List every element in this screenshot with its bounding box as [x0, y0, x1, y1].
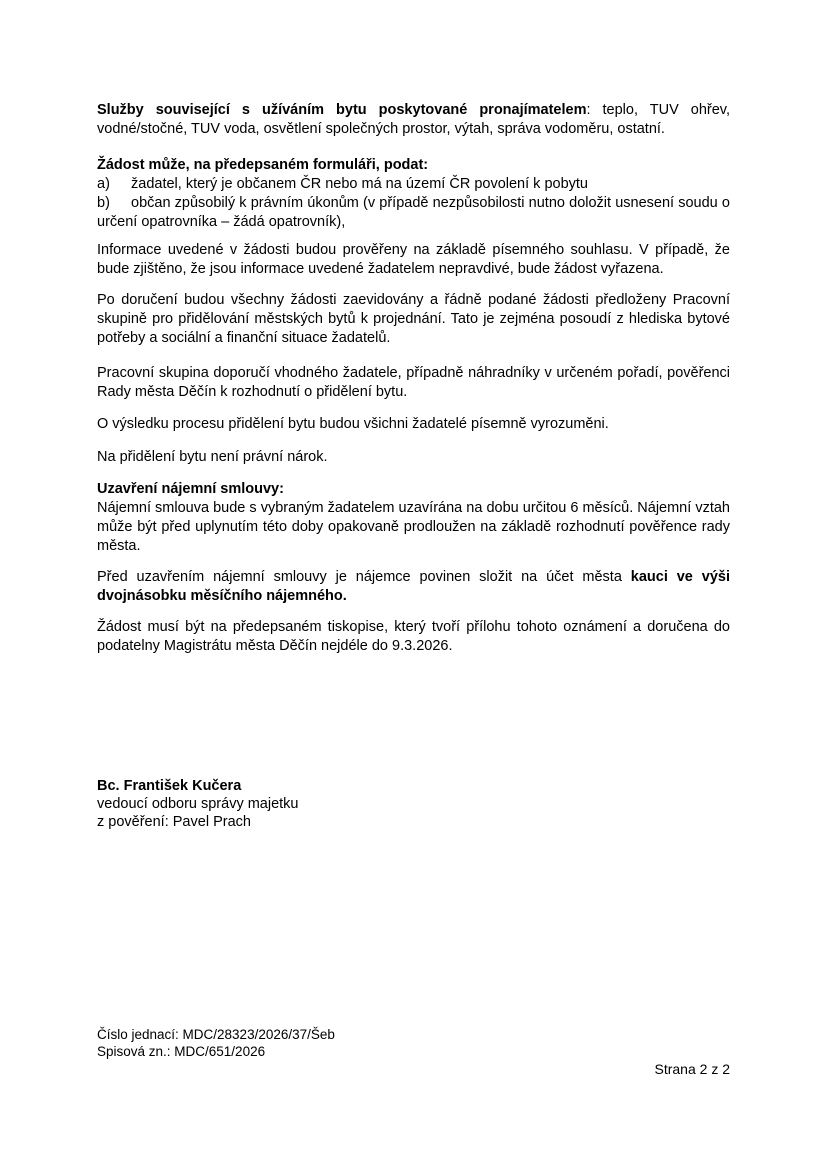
application-item-a	[97, 175, 730, 194]
item-a-text: žadatel, který je občanem ČR nebo má na území ČR povolení k pobytu	[131, 176, 588, 192]
item-b-marker: b)	[97, 195, 110, 211]
signature-authorization: z pověření: Pavel Prach	[97, 814, 251, 830]
paragraph-processing: Po doručení budou všechny žádosti zaevidovány a řádně podané žádosti předloženy Pracovní skupině pro přidělování městských bytů k projednání. Tato je zejména posoudí z hlediska bytové potřeby a sociální a finanční situace žadatelů.	[97, 292, 730, 346]
deposit-regular: Před uzavřením nájemní smlouvy je nájemce povinen složit na účet města	[97, 569, 631, 585]
case-number: Číslo jednací: MDC/28323/2026/37/Šeb	[97, 1027, 335, 1042]
paragraph-services	[97, 101, 730, 139]
deposit-bold: kauci ve výši dvojnásobku měsíčního nájemného.	[97, 569, 730, 604]
paragraph-notification: O výsledku procesu přidělení bytu budou všichni žadatelé písemně vyrozuměni.	[97, 416, 609, 432]
signature-name: Bc. František Kučera	[97, 778, 242, 794]
file-number: Spisová zn.: MDC/651/2026	[97, 1044, 266, 1059]
services-lead-bold: Služby související s užíváním bytu poskytované pronajímatelem	[97, 102, 587, 118]
document-content	[97, 0, 730, 1079]
application-item-b	[97, 194, 730, 232]
reference-block	[97, 1026, 730, 1060]
paragraph-deadline: Žádost musí být na předepsaném tiskopise, který tvoří přílohu tohoto oznámení a doručena do podatelny Magistrátu města Děčín nejdéle do 9.3.2026.	[97, 619, 730, 654]
signature-title: vedoucí odboru správy majetku	[97, 796, 299, 812]
page-number: Strana 2 z 2	[654, 1061, 730, 1077]
signature-block	[97, 777, 730, 831]
paragraph-deposit	[97, 568, 730, 606]
item-a-marker: a)	[97, 176, 110, 192]
paragraph-recommendation: Pracovní skupina doporučí vhodného žadatele, případně náhradníky v určeném pořadí, pověřenci Rady města Děčín k rozhodnutí o přidělení bytu.	[97, 365, 730, 400]
item-b-text: občan způsobilý k právním úkonům (v případě nezpůsobilosti nutno doložit usnesení soudu o určení opatrovníka – žádá opatrovník),	[97, 195, 730, 230]
services-rest: : teplo, TUV ohřev, vodné/stočné, TUV voda, osvětlení společných prostor, výtah, správa vodoměru, ostatní.	[97, 102, 730, 137]
paragraph-no-claim: Na přidělení bytu není právní nárok.	[97, 449, 328, 465]
paragraph-verification: Informace uvedené v žádosti budou prověřeny na základě písemného souhlasu. V případě, že bude zjištěno, že jsou informace uvedené žadatelem nepravdivé, bude žádost vyřazena.	[97, 242, 730, 277]
application-heading: Žádost může, na předepsaném formuláři, podat:	[97, 157, 429, 173]
paragraph-contract-body: Nájemní smlouva bude s vybraným žadatelem uzavírána na dobu určitou 6 měsíců. Nájemní vztah může být před uplynutím této doby opakovaně prodloužen na základě rozhodnutí pověřence rady města.	[97, 500, 730, 554]
contract-heading: Uzavření nájemní smlouvy:	[97, 481, 284, 497]
